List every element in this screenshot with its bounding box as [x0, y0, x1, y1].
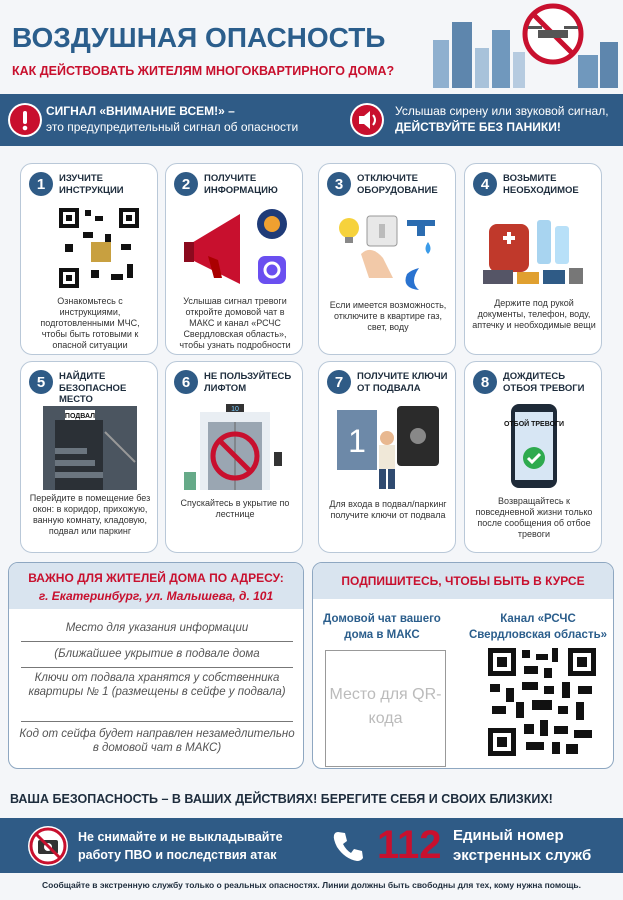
megaphone-icon [180, 204, 290, 294]
address-item: Ключи от подвала хранятся у собственника квартиры № 1 (размещены в сейфе у подвала) [28, 672, 286, 698]
siren-icon [350, 103, 384, 137]
address-item: (Ближайшее укрытие в подвале дома [54, 648, 260, 660]
step-card-6 [165, 361, 303, 553]
emergency-number-text [453, 826, 591, 866]
siren-line-2: ДЕЙСТВУЙТЕ БЕЗ ПАНИКИ! [395, 120, 561, 134]
address-value: г. Екатеринбург, ул. Малышева, д. 101 [38, 589, 274, 603]
alert-bar [0, 94, 623, 146]
step-number: 4 [473, 172, 497, 196]
divider [21, 721, 293, 722]
step-number: 8 [473, 370, 497, 394]
no-photo-line-2: работу ПВО и последствия атак [78, 848, 277, 862]
house-chat-label: Домовой чат вашего дома в МАКС [323, 613, 441, 641]
step-number: 5 [29, 370, 53, 394]
all-clear-phone-icon [479, 402, 589, 492]
basement-stairs-icon [35, 402, 145, 492]
emergency-kit-icon [479, 204, 589, 294]
step-title: ВОЗЬМИТЕ НЕОБХОДИМОЕ [503, 173, 579, 196]
step-card-4 [464, 163, 602, 355]
step-text: Возвращайтесь к повседневной жизни только после сообщения об отбое тревоги [475, 496, 593, 539]
no-photo-text [78, 828, 283, 864]
all-clear-phone-text: ОТБОЙ ТРЕВОГИ [503, 421, 565, 428]
subscribe-heading: ПОДПИШИТЕСЬ, ЧТОБЫ БЫТЬ В КУРСЕ [341, 574, 585, 588]
step-card-3 [318, 163, 456, 355]
step-card-5 [20, 361, 158, 553]
step-number: 7 [327, 370, 351, 394]
page-title: ВОЗДУШНАЯ ОПАСНОСТЬ [12, 22, 386, 53]
step-number: 1 [29, 172, 53, 196]
elevator-floor-display: 10 [231, 406, 239, 413]
channel-qr-code[interactable] [486, 646, 598, 758]
signal-title: СИГНАЛ «ВНИМАНИЕ ВСЕМ!» – [46, 104, 235, 118]
keys-safe-icon [333, 402, 443, 492]
step-number: 3 [327, 172, 351, 196]
elevator-forbidden-icon [180, 402, 290, 492]
step-title: НЕ ПОЛЬЗУЙТЕСЬ ЛИФТОМ [204, 371, 292, 394]
warning-icon [8, 103, 42, 137]
signal-text [46, 103, 298, 135]
step-title: ДОЖДИТЕСЬ ОТБОЯ ТРЕВОГИ [503, 371, 585, 394]
number-line-1: Единый номер [453, 827, 564, 844]
qr-placeholder [325, 650, 446, 767]
phone-icon [330, 828, 366, 864]
step-title: ПОЛУЧИТЕ КЛЮЧИ ОТ ПОДВАЛА [357, 371, 448, 394]
qr-placeholder-text: Место для QR-кода [329, 686, 442, 727]
address-heading: ВАЖНО ДЛЯ ЖИТЕЛЕЙ ДОМА ПО АДРЕСУ: [28, 571, 284, 585]
bottom-bar [0, 818, 623, 873]
divider [21, 667, 293, 668]
step-card-8 [464, 361, 602, 553]
step-number: 6 [174, 370, 198, 394]
utilities-icon [333, 204, 443, 294]
key-number-label: 1 [348, 423, 366, 459]
step-card-1 [20, 163, 158, 355]
emergency-number[interactable]: 112 [377, 823, 442, 867]
channel-label: Канал «РСЧС Свердловская область» [468, 613, 608, 641]
address-info-box [8, 562, 304, 769]
footer-note: Сообщайте в экстренную службу только о реальных опасностях. Линии должны быть свободны для тех, кому нужна помощь. [41, 880, 581, 890]
step-title: ИЗУЧИТЕ ИНСТРУКЦИИ [59, 173, 124, 196]
step-text: Услышав сигнал тревоги откройте домовой чат в МАКС и канал «РСЧС Свердловская область», чтобы узнать подробности [179, 296, 291, 350]
safety-slogan: ВАША БЕЗОПАСНОСТЬ – В ВАШИХ ДЕЙСТВИЯХ! БЕРЕГИТЕ СЕБЯ И СВОИХ БЛИЗКИХ! [10, 792, 553, 806]
step-number: 2 [174, 172, 198, 196]
city-drone-illustration [428, 0, 623, 88]
signal-description: это предупредительный сигнал об опасности [46, 120, 299, 134]
step-text: Перейдите в помещение без окон: в коридор, прихожую, ванную комнату, кладовую, подвал или паркинг [29, 493, 151, 536]
step-text: Спускайтесь в укрытие по лестнице [180, 498, 290, 519]
step-card-2 [165, 163, 303, 355]
divider [21, 641, 293, 642]
no-camera-icon [28, 826, 68, 866]
address-item: Код от сейфа будет направлен незамедлительно в домовой чат в МАКС) [19, 728, 295, 754]
step-text: Если имеется возможность, отключите в квартире газ, свет, воду [329, 300, 447, 332]
step-title: ОТКЛЮЧИТЕ ОБОРУДОВАНИЕ [357, 173, 438, 196]
number-line-2: экстренных служб [453, 847, 592, 864]
step-text: Для входа в подвал/паркинг получите ключи от подвала [329, 499, 447, 520]
step-title: НАЙДИТЕ БЕЗОПАСНОЕ МЕСТО [59, 371, 127, 405]
step-title: ПОЛУЧИТЕ ИНФОРМАЦИЮ [204, 173, 278, 196]
step-text: Держите под рукой документы, телефон, воду, аптечку и необходимые вещи [472, 298, 596, 330]
step-card-7 [318, 361, 456, 553]
step-text: Ознакомьтесь с инструкциями, подготовленными МЧС, чтобы быть готовыми к опасной ситуации [40, 296, 140, 350]
siren-text [395, 103, 609, 135]
address-item: Место для указания информации [65, 622, 249, 634]
siren-line-1: Услышав сирену или звуковой сигнал, [395, 104, 609, 118]
page-subtitle: КАК ДЕЙСТВОВАТЬ ЖИТЕЛЯМ МНОГОКВАРТИРНОГО ДОМА? [12, 64, 395, 78]
qr-code-icon [35, 204, 145, 294]
no-photo-line-1: Не снимайте и не выкладывайте [78, 830, 283, 844]
basement-sign-label: ПОДВАЛ [64, 413, 96, 420]
